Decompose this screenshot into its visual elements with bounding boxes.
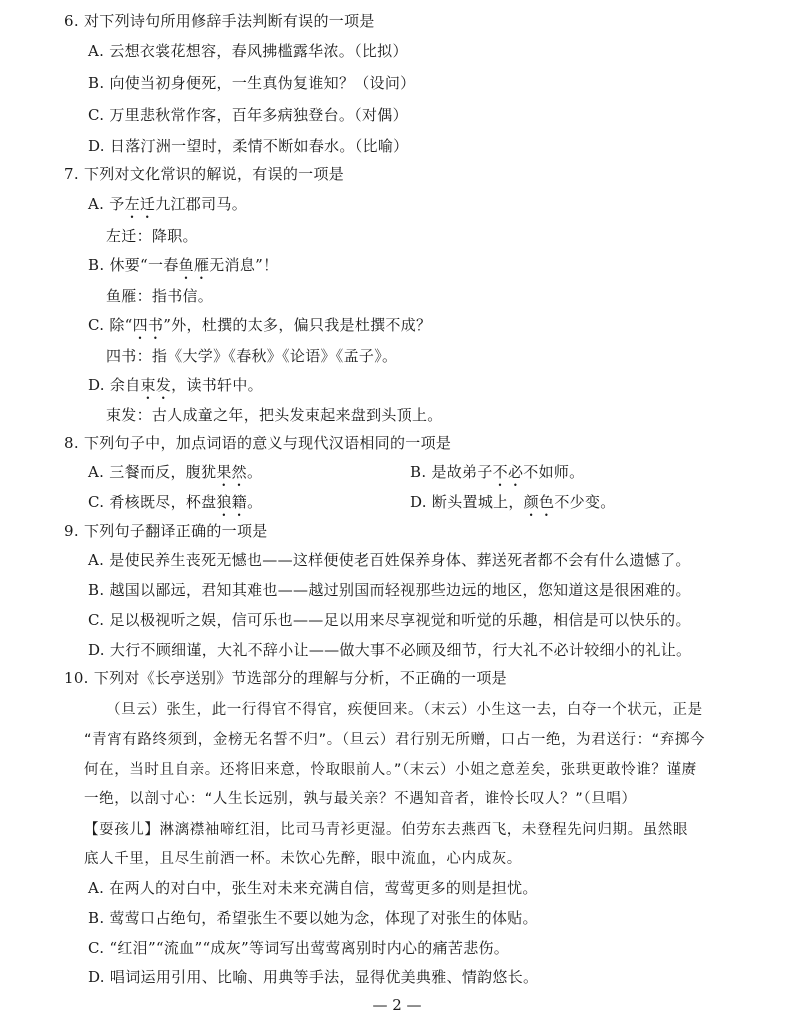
q8-stem: 8. 下列句子中，加点词语的意义与现代汉语相同的一项是 bbox=[64, 434, 452, 452]
q8-option-a bbox=[88, 461, 262, 490]
q8-option-d bbox=[410, 491, 616, 520]
q7-option-c bbox=[88, 314, 431, 343]
q10-passage-line-3: 何在，当时且自亲。还将旧来意，怜取眼前人。”（末云）小姐之意差矣，张珙更敢怜谁？谨赓 bbox=[84, 762, 697, 778]
q9-stem: 9. 下列句子翻译正确的一项是 bbox=[64, 522, 268, 540]
q7-option-b-note: 鱼雁：指书信。 bbox=[106, 287, 214, 305]
q10-passage-line-6: 底人千里，且尽生前酒一杯。未饮心先醉，眼中流血，心内成灰。 bbox=[84, 851, 522, 867]
q9-option-d: D. 大行不顾细谨，大礼不辞小让——做大事不必顾及细节，行大礼不必计较细小的礼让。 bbox=[88, 641, 692, 659]
q10-option-c: C. “红泪”“流血”“成灰”等词写出莺莺离别时内心的痛苦悲伤。 bbox=[88, 939, 510, 957]
text-fragment: B. 是故弟子 bbox=[410, 463, 493, 481]
q7-option-d bbox=[88, 374, 263, 403]
q6-option-a: A. 云想衣裳花想容，春风拂槛露华浓。（比拟） bbox=[88, 42, 408, 60]
emphasized-term: 果然 bbox=[216, 463, 247, 481]
emphasized-term: 四书 bbox=[132, 316, 164, 334]
emphasized-term: 左迁 bbox=[124, 195, 156, 213]
q6-option-b: B. 向使当初身便死，一生真伪复谁知？（设问） bbox=[88, 74, 416, 92]
emphasized-term: 束发 bbox=[140, 376, 172, 394]
text-fragment: 。 bbox=[247, 493, 263, 511]
q10-option-b: B. 莺莺口占绝句，希望张生不要以她为念，体现了对张生的体贴。 bbox=[88, 909, 538, 927]
text-fragment: 不少变。 bbox=[554, 493, 616, 511]
emphasized-term: 狼籍 bbox=[216, 493, 248, 511]
q10-option-d: D. 唱词运用引用、比喻、用典等手法，显得优美典雅、情韵悠长。 bbox=[88, 968, 539, 986]
text-fragment: A. 予 bbox=[88, 195, 125, 213]
q10-stem: 10. 下列对《长亭送别》节选部分的理解与分析，不正确的一项是 bbox=[64, 669, 507, 687]
text-fragment: 无消息”！ bbox=[209, 256, 279, 274]
q10-passage-line-2: “青宵有路终须到，金榜无名誓不归”。（旦云）君行别无所赠，口占一绝，为君送行：“弃掷今 bbox=[84, 732, 706, 748]
q6-option-c: C. 万里悲秋常作客，百年多病独登台。（对偶） bbox=[88, 106, 408, 124]
q9-option-a: A. 是使民养生丧死无憾也——这样便使老百姓保养身体、葬送死者都不会有什么遗憾了。 bbox=[88, 551, 691, 569]
q7-option-b bbox=[88, 254, 278, 283]
q9-option-c: C. 足以极视听之娱，信可乐也——足以用来尽享视觉和听觉的乐趣，相信是可以快乐的。 bbox=[88, 611, 691, 629]
q7-option-d-note: 束发：古人成童之年，把头发束起来盘到头顶上。 bbox=[106, 406, 443, 424]
q10-passage-line-5: 【耍孩儿】淋漓襟袖啼红泪，比司马青衫更湿。伯劳东去燕西飞，未登程先问归期。虽然眼 bbox=[84, 822, 688, 838]
emphasized-term: 颜色 bbox=[523, 493, 555, 511]
emphasized-term: 不必 bbox=[492, 463, 524, 481]
q10-passage-line-4: 一绝，以剖寸心：“人生长远别，孰与最关亲？不遇知音者，谁怜长叹人？”（旦唱） bbox=[84, 791, 637, 807]
emphasized-term: 鱼雁 bbox=[178, 256, 210, 274]
q6-stem: 6. 对下列诗句所用修辞手法判断有误的一项是 bbox=[64, 12, 375, 30]
text-fragment: D. 余自 bbox=[88, 376, 141, 394]
q7-option-a-note: 左迁：降职。 bbox=[106, 227, 198, 245]
q8-option-c bbox=[88, 491, 262, 520]
page-number: — 2 — bbox=[372, 996, 422, 1014]
text-fragment: C. 除“ bbox=[88, 316, 133, 334]
q6-option-d: D. 日落汀洲一望时，柔情不断如春水。（比喻） bbox=[88, 137, 409, 155]
q10-option-a: A. 在两人的对白中，张生对未来充满自信，莺莺更多的则是担忧。 bbox=[88, 879, 538, 897]
q8-option-b bbox=[410, 461, 584, 490]
q10-passage-line-1: （旦云）张生，此一行得官不得官，疾便回来。（末云）小生这一去，白夺一个状元，正是 bbox=[106, 702, 703, 718]
q7-option-a bbox=[88, 193, 247, 222]
text-fragment: 不如师。 bbox=[523, 463, 585, 481]
q9-option-b: B. 越国以鄙远，君知其难也——越过别国而轻视那些边远的地区，您知道这是很困难的。 bbox=[88, 581, 691, 599]
text-fragment: ”外，杜撰的太多，偏只我是杜撰不成？ bbox=[163, 316, 432, 334]
text-fragment: B. 休要“一春 bbox=[88, 256, 179, 274]
text-fragment: A. 三餐而反，腹犹 bbox=[88, 463, 217, 481]
text-fragment: 九江郡司马。 bbox=[155, 195, 247, 213]
text-fragment: 。 bbox=[246, 463, 263, 481]
text-fragment: C. 肴核既尽，杯盘 bbox=[88, 493, 217, 511]
text-fragment: ，读书轩中。 bbox=[171, 376, 263, 394]
q7-stem: 7. 下列对文化常识的解说，有误的一项是 bbox=[64, 165, 345, 183]
text-fragment: D. 断头置城上， bbox=[410, 493, 524, 511]
q7-option-c-note: 四书：指《大学》《春秋》《论语》《孟子》。 bbox=[106, 347, 398, 365]
